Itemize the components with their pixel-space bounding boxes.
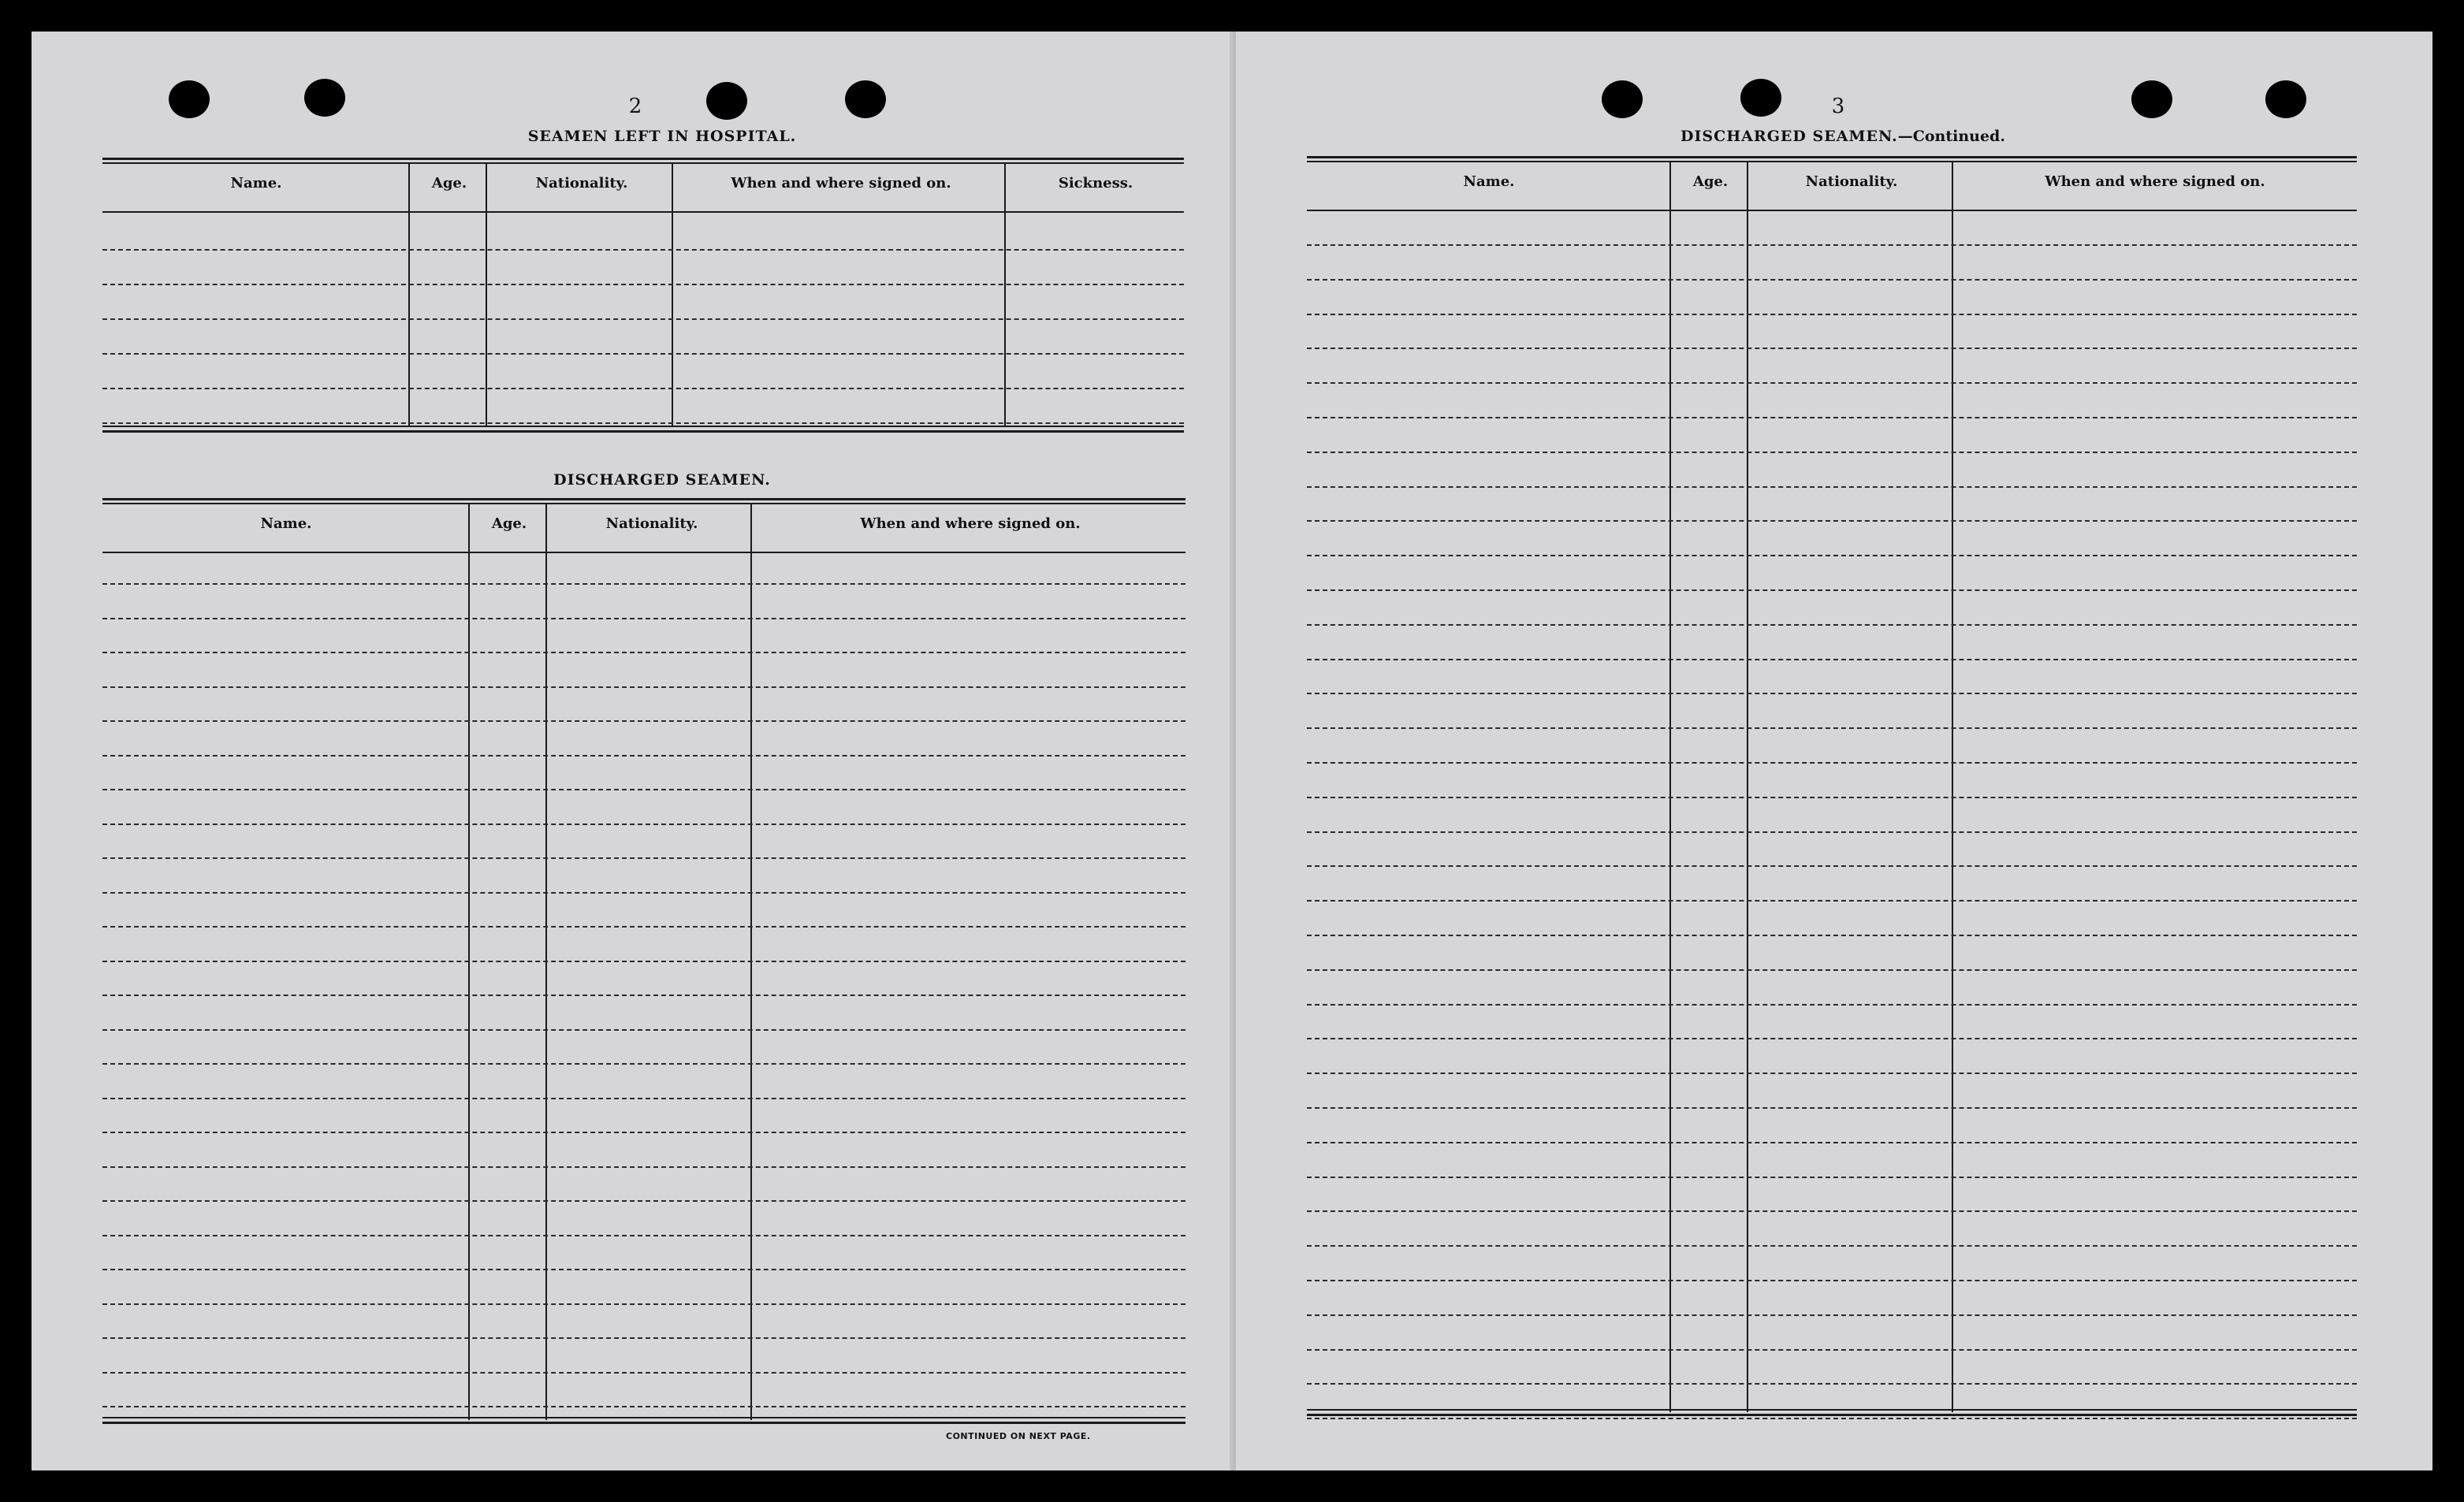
ruled-row bbox=[102, 583, 1185, 585]
hospital-section-title: SEAMEN LEFT IN HOSPITAL. bbox=[527, 128, 797, 145]
ruled-row bbox=[1307, 486, 2357, 488]
ruled-row bbox=[1307, 1177, 2357, 1178]
ruled-row bbox=[1307, 727, 2357, 729]
ruled-row bbox=[102, 823, 1185, 825]
continued-note: CONTINUED ON NEXT PAGE. bbox=[946, 1431, 1091, 1441]
col-nationality: Nationality. bbox=[1805, 173, 1898, 190]
ruled-row bbox=[1307, 279, 2357, 281]
ruled-row bbox=[102, 388, 1184, 389]
col-age: Age. bbox=[491, 515, 527, 532]
ruled-row bbox=[102, 1200, 1185, 1202]
ruled-row bbox=[102, 1303, 1185, 1305]
ruled-row bbox=[1307, 900, 2357, 902]
punch-hole bbox=[1740, 79, 1781, 117]
ruled-row bbox=[1307, 589, 2357, 591]
col-when-where: When and where signed on. bbox=[731, 175, 951, 191]
col-when-where: When and where signed on. bbox=[860, 515, 1081, 532]
ruled-row bbox=[1307, 1280, 2357, 1281]
discharged-section-title: DISCHARGED SEAMEN. bbox=[553, 471, 771, 489]
ruled-row bbox=[102, 652, 1185, 653]
ruled-row bbox=[1307, 1210, 2357, 1212]
ruled-row bbox=[1307, 969, 2357, 971]
ruled-row bbox=[1307, 1142, 2357, 1143]
ruled-row bbox=[1307, 555, 2357, 556]
ruled-row bbox=[1307, 1073, 2357, 1074]
ruled-row bbox=[1307, 935, 2357, 936]
ruled-row bbox=[102, 318, 1184, 320]
ruled-row bbox=[1307, 1107, 2357, 1109]
ruled-row bbox=[102, 755, 1185, 757]
punch-hole bbox=[169, 80, 210, 118]
ruled-row bbox=[1307, 244, 2357, 246]
col-when-where: When and where signed on. bbox=[2045, 173, 2265, 190]
punch-hole bbox=[304, 79, 345, 117]
ruled-row bbox=[102, 1406, 1185, 1407]
ruled-row bbox=[102, 1372, 1185, 1374]
ruled-row bbox=[102, 284, 1184, 285]
ruled-row bbox=[102, 353, 1184, 355]
ruled-row bbox=[102, 686, 1185, 688]
discharged-table-right bbox=[1307, 156, 2357, 1425]
col-nationality: Nationality. bbox=[605, 515, 698, 532]
ruled-row bbox=[1307, 797, 2357, 798]
ruled-row bbox=[1307, 314, 2357, 315]
ruled-row bbox=[1307, 1314, 2357, 1316]
ruled-row bbox=[1307, 624, 2357, 626]
page-number: 2 bbox=[628, 95, 642, 118]
ruled-row bbox=[102, 926, 1185, 928]
right-page bbox=[1236, 32, 2432, 1470]
hospital-table bbox=[102, 158, 1184, 459]
ruled-row bbox=[1307, 1038, 2357, 1039]
ruled-row bbox=[102, 720, 1185, 722]
ruled-row bbox=[102, 1098, 1185, 1099]
discharged-continued-title: DISCHARGED SEAMEN.—Continued. bbox=[1681, 128, 2005, 145]
punch-hole bbox=[1602, 80, 1643, 118]
ruled-row bbox=[102, 857, 1185, 859]
ruled-row bbox=[1307, 1349, 2357, 1351]
ruled-row bbox=[1307, 659, 2357, 660]
ruled-row bbox=[1307, 831, 2357, 833]
punch-hole bbox=[2265, 80, 2306, 118]
ruled-row bbox=[1307, 865, 2357, 867]
ruled-row bbox=[1307, 348, 2357, 349]
ruled-row bbox=[102, 1132, 1185, 1133]
punch-hole bbox=[706, 82, 747, 120]
col-name: Name. bbox=[260, 515, 312, 532]
col-nationality: Nationality. bbox=[535, 175, 628, 191]
ruled-row bbox=[102, 1029, 1185, 1031]
ruled-row bbox=[102, 1166, 1185, 1168]
ruled-row bbox=[102, 995, 1185, 996]
ruled-row bbox=[102, 1063, 1185, 1065]
left-page bbox=[32, 32, 1238, 1470]
page-number: 3 bbox=[1831, 95, 1845, 118]
ruled-row bbox=[1307, 382, 2357, 384]
ruled-row bbox=[1307, 417, 2357, 418]
ruled-row bbox=[102, 789, 1185, 790]
ruled-row bbox=[1307, 1004, 2357, 1006]
ruled-row bbox=[102, 961, 1185, 962]
discharged-table-left bbox=[102, 498, 1185, 1428]
ruled-row bbox=[102, 249, 1184, 251]
ruled-row bbox=[1307, 520, 2357, 522]
col-sickness: Sickness. bbox=[1058, 175, 1133, 191]
ruled-row bbox=[1307, 762, 2357, 764]
col-name: Name. bbox=[1463, 173, 1515, 190]
col-name: Name. bbox=[230, 175, 282, 191]
ruled-row bbox=[102, 422, 1184, 424]
ruled-row bbox=[1307, 1383, 2357, 1385]
ruled-row bbox=[1307, 693, 2357, 694]
ruled-row bbox=[102, 892, 1185, 894]
col-age: Age. bbox=[1692, 173, 1729, 190]
ruled-row bbox=[1307, 1245, 2357, 1247]
ruled-row bbox=[102, 1269, 1185, 1270]
ruled-row bbox=[102, 1235, 1185, 1236]
ruled-row bbox=[102, 1337, 1185, 1339]
ruled-row bbox=[102, 618, 1185, 619]
punch-hole bbox=[2131, 80, 2172, 118]
punch-hole bbox=[845, 80, 886, 118]
ruled-row bbox=[1307, 1418, 2357, 1419]
col-age: Age. bbox=[431, 175, 467, 191]
ruled-row bbox=[1307, 452, 2357, 453]
